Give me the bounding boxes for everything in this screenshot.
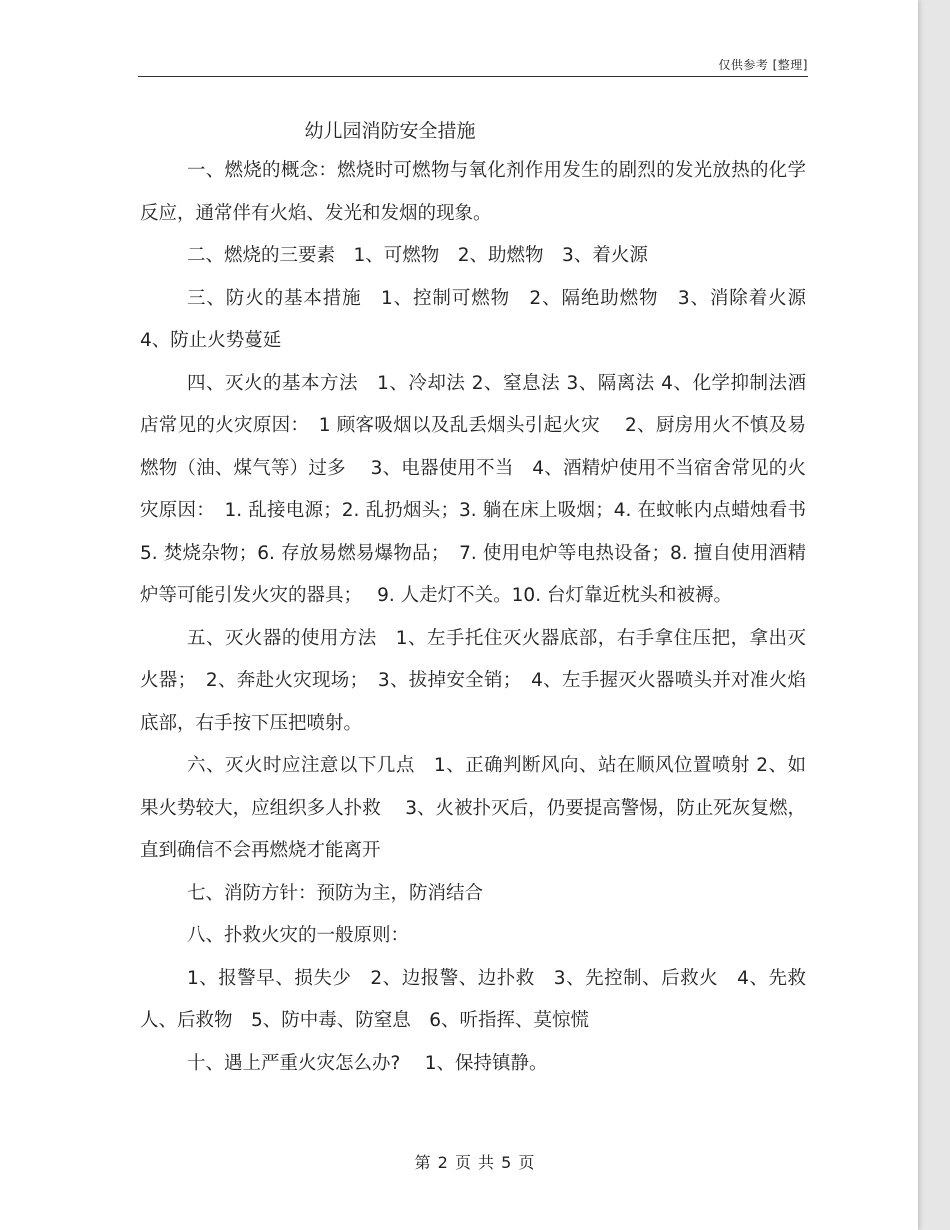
header-reference-note: 仅供参考 [整理]	[718, 58, 808, 72]
paragraph-fire-prevention: 三、防火的基本措施 1、控制可燃物 2、隔绝助燃物 3、消除着火源 4、防止火势蔓延	[140, 287, 806, 351]
paragraph-principles-list: 1、报警早、损失少 2、边报警、边扑救 3、先控制、后救火 4、先救人、后救物 5、防中毒、防窒息 6、听指挥、莫惊慌	[140, 967, 806, 1031]
page-indicator: 第 2 页 共 5 页	[414, 1153, 536, 1172]
paragraph-extinguishing-methods: 四、灭火的基本方法 1、冷却法 2、窒息法 3、隔离法 4、化学抑制法酒店常见的火灾原因： 1 顾客吸烟以及乱丢烟头引起火灾 2、厨房用火不慎及易燃物（油、煤气等）过多 3、电器使用不当 4、酒精炉使用不当宿舍常见的火灾原因： 1. 乱接电源；2. 乱扔烟头；3. 躺在床上吸烟；4. 在蚊帐内点蜡烛看书 5. 焚烧杂物；6. 存放易燃易爆物品； 7. 使用电炉等电热设备；8. 擅自使用酒精炉等可能引发火灾的器具； 9. 人走灯不关。10. 台灯靠近枕头和被褥。	[140, 372, 825, 606]
paragraph-combustion-concept: 一、燃烧的概念：燃烧时可燃物与氧化剂作用发生的剧烈的发光放热的化学反应，通常伴有火焰、发光和发烟的现象。	[140, 160, 806, 224]
document-title: 幼儿园消防安全措施	[304, 120, 476, 142]
paragraph-three-elements: 二、燃烧的三要素 1、可燃物 2、助燃物 3、着火源	[187, 245, 648, 266]
paragraph-fire-policy: 七、消防方针：预防为主，防消结合	[187, 882, 484, 904]
paragraph-attention-points: 六、灭火时应注意以下几点 1、正确判断风向、站在顺风位置喷射 2、如果火势较大，应组织多人扑救 3、火被扑灭后，仍要提高警惕，防止死灰复燃，直到确信不会再燃烧才能离开	[140, 755, 806, 861]
paragraph-general-principles: 八、扑救火灾的一般原则：	[187, 925, 410, 946]
paragraph-extinguisher-usage: 五、灭火器的使用方法 1、左手托住灭火器底部，右手拿住压把，拿出灭火器； 2、奔赴火灾现场； 3、拔掉安全销； 4、左手握灭火器喷头并对准火焰底部，右手按下压把喷射。	[140, 627, 806, 734]
paragraph-serious-fire: 十、遇上严重火灾怎么办? 1、保持镇静。	[187, 1052, 548, 1074]
document-body	[140, 150, 825, 1085]
header-divider	[138, 76, 808, 77]
